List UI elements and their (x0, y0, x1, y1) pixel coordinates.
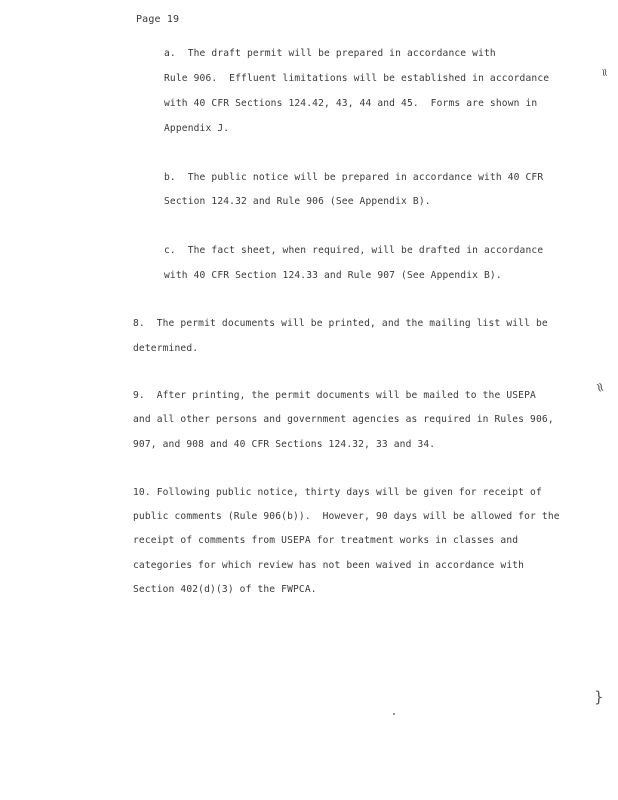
para-8-line-2: determined. (133, 343, 199, 354)
para-b-line-2: Section 124.32 and Rule 906 (See Appendix B). (164, 196, 431, 207)
para-c-line-2: with 40 CFR Section 124.33 and Rule 907 (See Appendix B). (164, 270, 502, 281)
para-10-line-5: Section 402(d)(3) of the FWPCA. (133, 584, 317, 595)
margin-bracket-mark: } (594, 688, 604, 706)
para-10-line-4: categories for which review has not been waived in accordance with (133, 560, 525, 571)
para-9-line-1: 9. After printing, the permit documents will be mailed to the USEPA (133, 390, 536, 401)
para-10-line-3: receipt of comments from USEPA for treatment works in classes and (133, 535, 519, 546)
margin-scribble-mark: ≈ (590, 379, 609, 396)
para-a-line-3: with 40 CFR Sections 124.42, 43, 44 and 45. Forms are shown in (164, 98, 538, 109)
para-b-line-1: b. The public notice will be prepared in accordance with 40 CFR (164, 172, 544, 183)
para-10-line-2: public comments (Rule 906(b)). However, 90 days will be allowed for the (133, 511, 560, 522)
page-number: Page 19 (136, 14, 180, 25)
margin-scribble-mark: ≈ (597, 66, 612, 79)
para-10-line-1: 10. Following public notice, thirty days will be given for receipt of (133, 487, 542, 498)
scan-speck (393, 713, 395, 715)
para-a-line-1: a. The draft permit will be prepared in accordance with (164, 48, 496, 59)
para-a-line-2: Rule 906. Effluent limitations will be established in accordance (164, 73, 550, 84)
para-a-line-4: Appendix J. (164, 123, 230, 134)
para-9-line-2: and all other persons and government agencies as required in Rules 906, (133, 414, 554, 425)
para-8-line-1: 8. The permit documents will be printed, and the mailing list will be (133, 318, 548, 329)
para-9-line-3: 907, and 908 and 40 CFR Sections 124.32, 33 and 34. (133, 439, 436, 450)
para-c-line-1: c. The fact sheet, when required, will be drafted in accordance (164, 245, 544, 256)
